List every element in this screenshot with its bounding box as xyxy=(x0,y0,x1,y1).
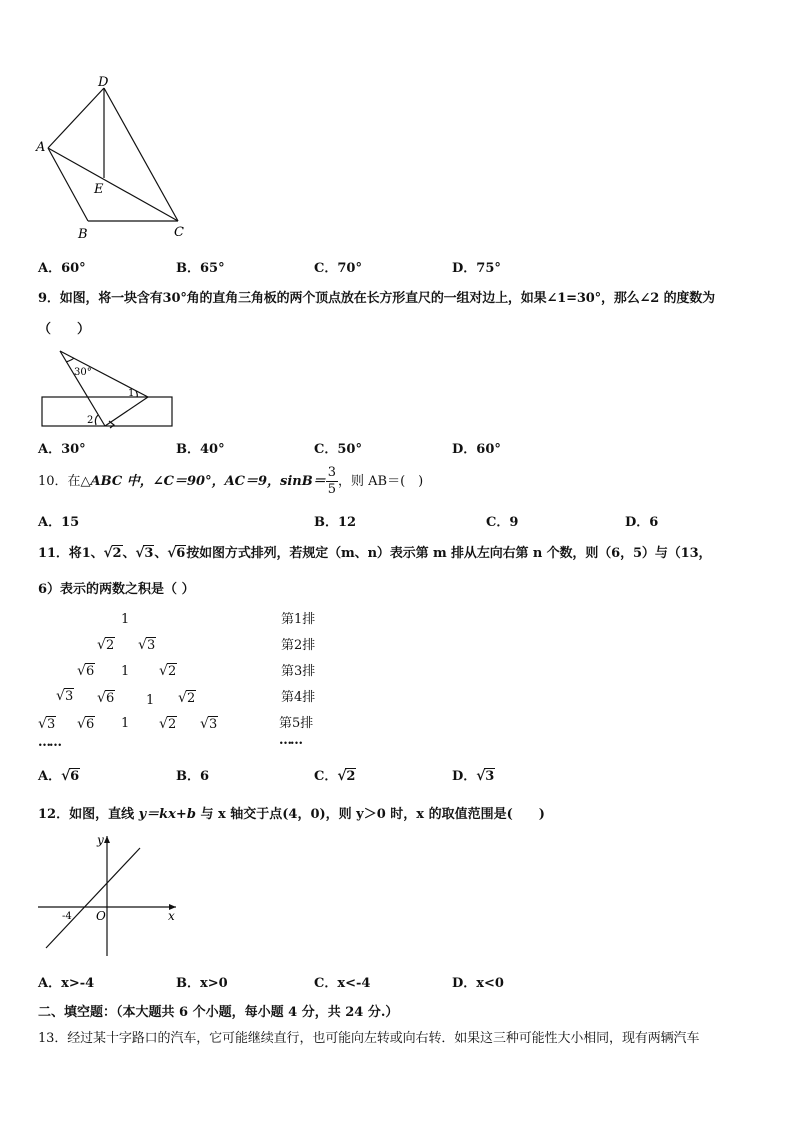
q10-suffix: ，则 AB＝( ) xyxy=(338,473,424,489)
q8-option-b[interactable]: B．65° xyxy=(176,261,225,276)
row2-item-1: √ 2 xyxy=(97,638,115,654)
row-continue-dots-left: …… xyxy=(38,735,60,750)
row4-item-2: √ 6 xyxy=(97,691,115,707)
q8-option-d[interactable]: D．75° xyxy=(452,261,501,276)
q11-line1-prefix: 11．将1、 xyxy=(38,546,104,561)
row3-item-1: √ 6 xyxy=(77,664,95,680)
q9-option-b[interactable]: B．40° xyxy=(176,442,225,457)
q11-option-d[interactable]: D．√ 3 xyxy=(452,765,495,784)
section-heading-fill-blank: 二、填空题：（本大题共 6 个小题，每小题 4 分，共 24 分.） xyxy=(38,1005,399,1020)
q11-option-c[interactable]: C．√ 2 xyxy=(314,765,356,784)
q10-stem-conditions: △ABC 中，∠C＝90°，AC＝9，sinB＝ xyxy=(80,473,326,489)
row-label-5: 第5排 xyxy=(279,716,314,731)
tick-label-neg4: -4 xyxy=(62,911,72,922)
row-label-1: 第1排 xyxy=(281,612,316,627)
ruler-rect xyxy=(42,397,172,426)
q11-sqrt3: √ 3 xyxy=(135,546,154,562)
row5-item-5: √ 3 xyxy=(200,717,218,733)
q9-option-c[interactable]: C．50° xyxy=(314,442,362,457)
label-d: D xyxy=(98,75,109,90)
row3-item-3: √ 2 xyxy=(159,664,177,680)
q10-option-d[interactable]: D．6 xyxy=(625,515,659,530)
q8-option-c[interactable]: C．70° xyxy=(314,261,362,276)
q12-prefix: 12．如图，直线 xyxy=(38,807,139,822)
row-label-3: 第3排 xyxy=(281,664,316,679)
triangle-leg-bottom xyxy=(105,397,148,426)
row4-item-3: 1 xyxy=(146,693,155,708)
row-continue-dots-right: …… xyxy=(279,733,301,748)
q11-option-b[interactable]: B．6 xyxy=(176,769,210,784)
label-b: B xyxy=(78,227,88,242)
y-axis-arrow xyxy=(104,836,110,843)
q12-option-d[interactable]: D．x<0 xyxy=(452,976,504,991)
row5-item-3: 1 xyxy=(121,716,130,731)
q8-option-a[interactable]: A．60° xyxy=(38,261,86,276)
segment-dc xyxy=(104,88,178,221)
q11-sep-2: 、 xyxy=(154,546,168,561)
q9-option-d[interactable]: D．60° xyxy=(452,442,501,457)
q10-fraction xyxy=(326,465,338,498)
q9-option-a[interactable]: A．30° xyxy=(38,442,86,457)
q10-frac-denominator: 5 xyxy=(327,482,337,497)
q11-line1-suffix: 按如图方式排列，若规定（m、n）表示第 m 排从左向右第 n 个数，则（6，5）与（13， xyxy=(186,546,712,561)
angle-arc-30 xyxy=(66,358,74,362)
row1-item-1: 1 xyxy=(121,612,130,627)
q10-prefix: 10．在 xyxy=(38,473,81,489)
row4-item-4: √ 2 xyxy=(178,691,196,707)
q9-stem-line1: 9．如图，将一块含有30°角的直角三角板的两个顶点放在长方形直尺的一组对边上，如果∠1=30°，那么∠2 的度数为 xyxy=(38,291,715,306)
q9-ruler-triangle-figure xyxy=(38,345,178,430)
q12-option-b[interactable]: B．x>0 xyxy=(176,976,228,991)
q10-frac-numerator: 3 xyxy=(327,465,337,480)
q11-stem-line1 xyxy=(38,546,711,562)
segment-da xyxy=(48,88,104,148)
line-y-kx-b xyxy=(46,848,140,948)
row-label-2: 第2排 xyxy=(281,638,316,653)
x-axis-label: x xyxy=(168,909,175,923)
q12-equation: y＝kx+b xyxy=(138,807,196,822)
angle-label-1: 1 xyxy=(128,388,135,399)
q11-sqrt6: √ 6 xyxy=(167,546,186,562)
row5-item-4: √ 2 xyxy=(159,717,177,733)
q10-stem xyxy=(38,465,423,498)
angle-label-2: 2 xyxy=(87,415,94,426)
q8-geometry-figure xyxy=(34,74,194,246)
q12-rest: 与 x 轴交于点(4，0)，则 y＞0 时，x 的取值范围是( ) xyxy=(195,807,545,822)
q11-stem-line2: 6）表示的两数之积是（ ） xyxy=(38,582,195,597)
q9-stem-line2: （ ） xyxy=(38,322,91,337)
q12-line-graph xyxy=(34,830,184,960)
q12-option-c[interactable]: C．x<-4 xyxy=(314,976,371,991)
q10-option-c[interactable]: C．9 xyxy=(486,515,519,530)
q12-option-a[interactable]: A．x>-4 xyxy=(38,976,95,991)
row3-item-2: 1 xyxy=(121,664,130,679)
q10-option-a[interactable]: A．15 xyxy=(38,515,80,530)
q13-stem: 13．经过某十字路口的汽车，它可能继续直行，也可能向左转或向右转．如果这三种可能性大小相同，现有两辆汽车 xyxy=(38,1031,700,1046)
q10-option-b[interactable]: B．12 xyxy=(314,515,357,530)
row-label-4: 第4排 xyxy=(281,690,316,705)
row2-item-2: √ 3 xyxy=(138,638,156,654)
q11-option-a[interactable]: A．√ 6 xyxy=(38,765,80,784)
label-e: E xyxy=(94,182,104,197)
label-c: C xyxy=(174,225,184,240)
angle-arc-2 xyxy=(95,415,98,425)
q12-stem xyxy=(38,807,545,823)
origin-label: O xyxy=(96,909,106,923)
row5-item-2: √ 6 xyxy=(77,717,95,733)
q11-sep-1: 、 xyxy=(122,546,136,561)
label-a: A xyxy=(36,140,46,155)
row4-item-1: √ 3 xyxy=(56,689,74,705)
row5-item-1: √ 3 xyxy=(38,717,56,733)
y-axis-label: y xyxy=(97,833,104,847)
q11-sqrt2: √ 2 xyxy=(104,546,123,562)
angle-label-30: 30° xyxy=(74,367,92,378)
